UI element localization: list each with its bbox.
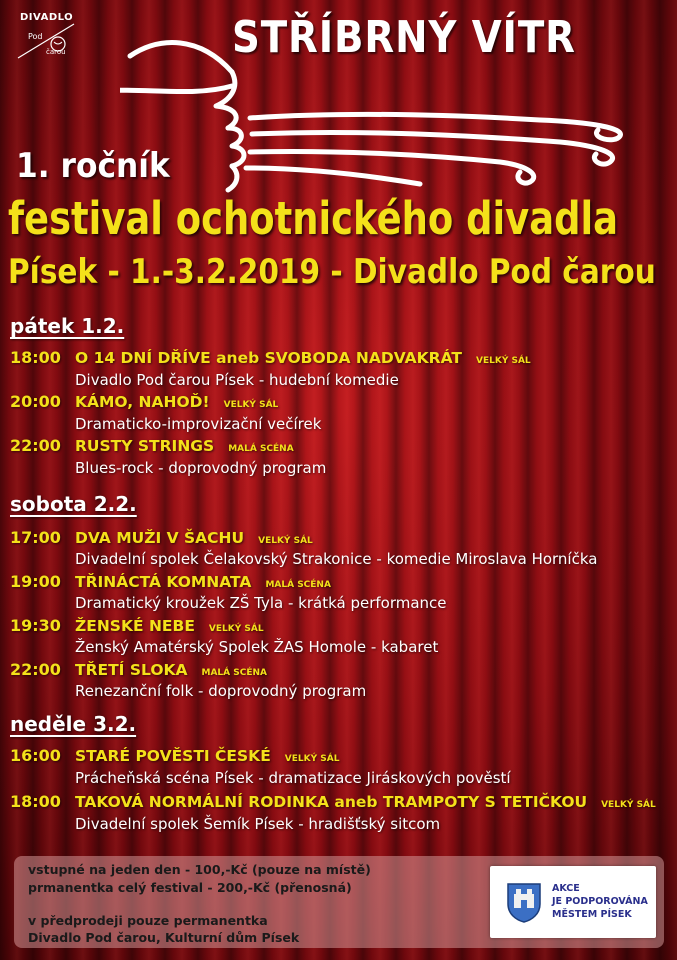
presale-note: v předprodeji pouze permanentka bbox=[28, 913, 268, 928]
event-venue: VELKÝ SÁL bbox=[476, 356, 531, 366]
event-time: 22:00 bbox=[10, 660, 61, 679]
support-text-line1: AKCE bbox=[552, 883, 580, 894]
event-description: Blues-rock - doprovodný program bbox=[75, 459, 327, 477]
event-time: 20:00 bbox=[10, 392, 61, 411]
event-name: TŘINÁCTÁ KOMNATA bbox=[75, 573, 252, 591]
event-title-line bbox=[75, 572, 331, 591]
day-heading-friday: pátek 1.2. bbox=[10, 314, 125, 338]
event-name: TAKOVÁ NORMÁLNÍ RODINKA aneb TRAMPOTY S TETIČKOU bbox=[75, 793, 588, 811]
festival-title: STŘÍBRNÝ VÍTR bbox=[232, 12, 576, 63]
event-title-line bbox=[75, 528, 313, 547]
event-venue: VELKÝ SÁL bbox=[208, 624, 264, 634]
event-title-line bbox=[75, 660, 267, 679]
logo-text-divadlo: DIVADLO bbox=[20, 12, 74, 23]
event-time: 19:30 bbox=[10, 616, 61, 635]
event-name: O 14 DNÍ DŘÍVE aneb SVOBODA NADVAKRÁT bbox=[75, 349, 462, 367]
event-title-line bbox=[75, 348, 531, 367]
event-description: Divadelní spolek Šemík Písek - hradišťský sitcom bbox=[75, 815, 441, 833]
event-description: Ženský Amatérský Spolek ŽAS Homole - kabaret bbox=[75, 638, 439, 656]
event-title-line bbox=[75, 792, 656, 811]
ticket-price-day: vstupné na jeden den - 100,-Kč (pouze na místě) bbox=[28, 862, 371, 877]
event-name: KÁMO, NAHOĎ! bbox=[75, 393, 210, 411]
event-venue: VELKÝ SÁL bbox=[258, 536, 313, 546]
event-title-line bbox=[75, 616, 264, 635]
day-heading-sunday: neděle 3.2. bbox=[10, 712, 137, 736]
event-venue: VELKÝ SÁL bbox=[284, 754, 340, 764]
event-time: 18:00 bbox=[10, 348, 61, 367]
event-venue: MALÁ SCÉNA bbox=[228, 444, 294, 454]
event-name: STARÉ POVĚSTI ČESKÉ bbox=[75, 747, 271, 765]
event-description: Dramaticko-improvizační večírek bbox=[75, 415, 322, 433]
theatre-logo bbox=[12, 10, 78, 62]
event-description: Divadlo Pod čarou Písek - hudební komedie bbox=[75, 371, 399, 389]
event-venue: VELKÝ SÁL bbox=[601, 800, 656, 810]
event-name: RUSTY STRINGS bbox=[75, 437, 215, 455]
event-name: TŘETÍ SLOKA bbox=[75, 661, 188, 679]
day-heading-saturday: sobota 2.2. bbox=[10, 492, 137, 516]
event-description: Divadelní spolek Čelakovský Strakonice - komedie Miroslava Horníčka bbox=[75, 550, 598, 568]
festival-subtitle: festival ochotnického divadla bbox=[8, 192, 619, 245]
event-time: 16:00 bbox=[10, 746, 61, 765]
festival-dates-venue: Písek - 1.-3.2.2019 - Divadlo Pod čarou bbox=[8, 252, 656, 292]
event-time: 22:00 bbox=[10, 436, 61, 455]
ticket-price-pass: prmanentka celý festival - 200,-Kč (přenosná) bbox=[28, 880, 352, 895]
edition-label: 1. ročník bbox=[16, 146, 170, 186]
support-text-line3: MĚSTEM PÍSEK bbox=[552, 909, 632, 920]
event-time: 19:00 bbox=[10, 572, 61, 591]
event-title-line bbox=[75, 392, 278, 411]
city-coat-of-arms-icon bbox=[504, 880, 544, 924]
event-name: DVA MUŽI V ŠACHU bbox=[75, 529, 245, 547]
event-venue: MALÁ SCÉNA bbox=[265, 580, 331, 590]
event-description: Prácheňská scéna Písek - dramatizace Jiráskových pověstí bbox=[75, 769, 511, 787]
logo-text-carou: čarou bbox=[46, 48, 66, 56]
event-description: Dramatický kroužek ZŠ Tyla - krátká performance bbox=[75, 594, 447, 612]
event-description: Renezanční folk - doprovodný program bbox=[75, 682, 367, 700]
event-time: 18:00 bbox=[10, 792, 61, 811]
event-name: ŽENSKÉ NEBE bbox=[75, 617, 195, 635]
event-time: 17:00 bbox=[10, 528, 61, 547]
event-venue: MALÁ SCÉNA bbox=[201, 668, 268, 678]
event-title-line bbox=[75, 436, 294, 455]
city-support-badge bbox=[490, 866, 656, 938]
event-title-line bbox=[75, 746, 339, 765]
presale-locations: Divadlo Pod čarou, Kulturní dům Písek bbox=[28, 930, 300, 945]
event-venue: VELKÝ SÁL bbox=[223, 400, 279, 410]
support-text-line2: JE PODPOROVÁNA bbox=[552, 896, 648, 907]
logo-text-pod: Pod bbox=[28, 32, 43, 41]
